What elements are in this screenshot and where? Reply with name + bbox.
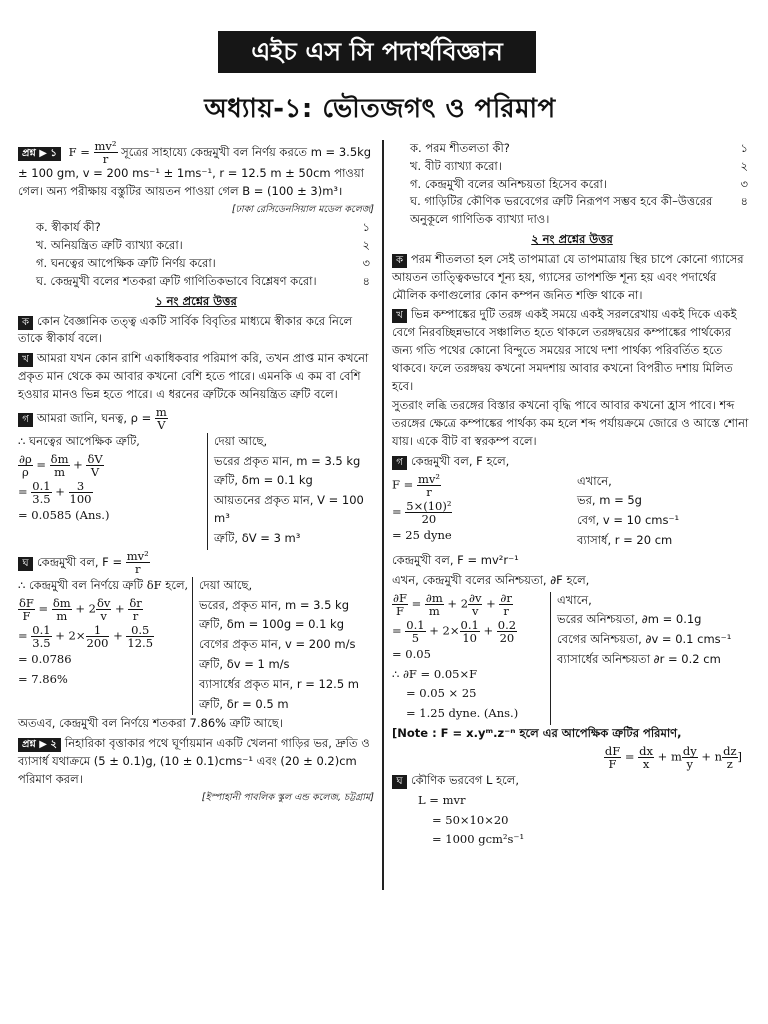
given-volume: আয়তনের প্রকৃত মান, V = 100 m³ [214, 493, 364, 525]
ka-marker: ক [18, 316, 33, 330]
q1-item-gha: ঘ. কেন্দ্রমুখী বলের শতকরা ত্রুটি গাণিতিকভাবে বিশ্লেষণ করো। ৪ [36, 273, 370, 288]
q1-answer-kha: খ আমরা যখন কোন রাশি একাধিকবার পরিমাপ করি, তখন প্রাপ্ত মান কখনো প্রকৃত মান থেকে কম আবার কখনো বেশি হতে পারে। এমনকি এ কম বা বেশি হওয়ার মানও ভিন্ন হতে পারে। এ ধরনের ত্রুটিকে অনিয়ন্ত্রিত ত্রুটি বলে। [18, 351, 369, 401]
q1-answer-gha-intro: ঘ কেন্দ্রমুখী বল, F = $\frac{\text{mv²}}{r}$ [18, 550, 374, 575]
q2-note-formula: $\frac{dF}{F}$ = $\frac{dx}{x}$ + m $\frac{dy}{y}$ + n $\frac{dz}{z}$ ] [604, 743, 742, 771]
q1-ga-result: = 0.0585 (Ans.) [18, 507, 110, 522]
q2-answer-kha: খ ভিন্ন কম্পাঙ্কের দুটি তরঙ্গ একই সময়ে একই সরলরেখায় একই দিকে একই বেগে নিরবচ্ছিন্নভাবে সঞ্চালিত হতে থাকলে তরঙ্গদ্বয়ের কম্পাঙ্কের পার্থক্যের জন্য গতি পথের কোনো বিন্দুতে সময়ের সাথে দশা পার্থক্য পরিবর্তিত হতে থাকবে। ফলে তরঙ্গদ্বয় কখনো সমদশায় আবার কখনো বিপরীত দশায় মিলিত হবে। [392, 307, 737, 393]
left-column [18, 140, 374, 807]
q1-source: [ঢাকা রেসিডেনসিয়াল মডেল কলেজ] [231, 203, 374, 215]
q2-ga-work: F = $\frac{\text{mv²}}{r}$ = $\frac{\text{5×(10)²}}{20}$ = 25 dyne এখানে, ভর, m = 5g বেগ, v = 10 cms⁻¹ ব্যাসার্ধ, r = 20 cm [392, 471, 680, 548]
q1-stem [18, 140, 374, 201]
q1-ga-line2: $\frac{\partial\rho}{\rho}$ = $\frac{\delta m}{m}$ + $\frac{\delta V}{V}$ [19, 451, 103, 479]
q2-answer-kha-cont: সুতরাং লব্ধি তরঙ্গের বিস্তার কখনো বৃদ্ধি পাবে আবার কখনো হ্রাস পাবে। শব্দ তরঙ্গের ক্ষেত্রে কম্পাঙ্কের পার্থক্য কম হলে শব্দ পর্যায়ক্রমে জোরে ও আস্তে শোনা যায়। একে বীট বা স্বরকম্প বলে। [392, 398, 749, 448]
q1-gha-line4: = 0.0786 [18, 651, 72, 666]
q1-formula-fraction: $\frac{\text{mv²}}{r}$ [94, 139, 117, 167]
q1-formula-lhs: F = [68, 145, 90, 160]
given-mass-error: ত্রুটি, δm = 0.1 kg [214, 473, 313, 488]
q1-stem-text: সূত্রের সাহায্যে কেন্দ্রমুখী বল নির্ণয় করতে m = 3.5kg ± 100 gm, v = 200 ms⁻¹ ± 1ms⁻¹, r = 12.5 m ± 50cm পাওয়া গেল। অন্য পরীক্ষায় বস্তুটির আয়তন পাওয়া গেল B = (100 ± 3)m³। [18, 145, 372, 198]
q2-item-ga: গ. কেন্দ্রমুখী বলের অনিশ্চয়তা হিসেব করো। ৩ [410, 176, 748, 191]
given-label: দেয়া আছে, [214, 433, 268, 448]
given-volume-error: ত্রুটি, δV = 3 m³ [214, 530, 301, 545]
q2-gha-work: L = mvr = 50×10×20 = 1000 gcm²s⁻¹ [418, 792, 525, 847]
q2-ga-uncertainty-work: $\frac{\partial F}{F}$ = $\frac{\partial m}{m}$ + 2 $\frac{\partial v}{v}$ + $\frac{\partial r}{r}$ = $\frac{0.1}{5}$ + 2× $\frac{0.1}{10}$ + $\frac{0.2}{20}$ = 0.05 ∴ ∂F = 0.05×F = 0.05 × 25 = 1.25 dyne. (Ans.) এখানে, ভরের অনিশ্চয়তা, ∂m = 0.1g বেগের অনিশ্চয়তা, ∂v = 0.1 cms⁻¹ ব্যাসার্ধের অনিশ্চয়তা ∂r = 0.2 cm [392, 592, 752, 726]
given-mass: ভরের প্রকৃত মান, m = 3.5 kg [214, 453, 361, 468]
q1-gha-result: = 7.86% [18, 671, 68, 686]
right-column [392, 140, 752, 851]
q2-note: [Note : F = x.yᵐ.z⁻ⁿ হলে এর আপেক্ষিক ত্রুটির পরিমাণ, [392, 726, 682, 740]
q2-uncertainty-intro: এখন, কেন্দ্রমুখী বলের অনিশ্চয়তা, ∂F হলে, [392, 572, 590, 587]
q2-item-gha: ঘ. গাড়িটির কৌণিক ভরবেগের ত্রুটি নিরূপণ সম্ভব হবে কী–উত্তরের অনুকূলে গাণিতিক ব্যাখ্যা দাও। ৪ [410, 194, 748, 227]
kha-marker: খ [18, 353, 33, 367]
q2-item-kha: খ. বীট ব্যাখ্যা করো। ২ [410, 158, 748, 173]
q2-tag: প্রশ্ন ▶ ২ [18, 738, 61, 752]
q1-ga-line1: ∴ ঘনত্বের আপেক্ষিক ত্রুটি, [18, 433, 140, 448]
q2-item-ka: ক. পরম শীতলতা কী? ১ [410, 141, 748, 155]
density-fraction: $\frac{m}{V}$ [155, 404, 167, 432]
q2-answer-ga-intro: গ কেন্দ্রমুখী বল, F হলে, [392, 453, 752, 471]
q1-answer-ga-intro: গ আমরা জানি, ঘনত্ব, ρ = $\frac{m}{V}$ [18, 406, 374, 431]
q2-answer-gha-intro: ঘ কৌণিক ভরবেগ L হলে, [392, 772, 752, 790]
q1-item-ga: গ. ঘনত্বের আপেক্ষিক ত্রুটি নির্ণয় করো। ৩ [36, 256, 370, 271]
q2-answer-title: ২ নং প্রশ্নের উত্তর [531, 232, 613, 247]
q2-answer-ka: ক পরম শীতলতা হল সেই তাপমাত্রা যে তাপমাত্রায় স্থির চাপে কোনো গ্যাসের আয়তন তাত্ত্বিকভাবে শূন্য হয়, গ্যাসের তাপশক্তি শূন্য হয় এবং পদার্থের মৌলিক কণাগুলোর কোন কম্পন জনিত শক্তি থাকে না। [392, 251, 744, 302]
q1-ga-line3: = $\frac{0.1}{3.5}$ + $\frac{3}{100}$ [18, 478, 92, 506]
column-divider [382, 140, 384, 890]
q1-conclusion: অতএব, কেন্দ্রমুখী বল নির্ণয়ে শতকরা 7.86% ত্রুটি আছে। [18, 716, 283, 731]
q1-gha-line2: $\frac{\delta F}{F}$ = $\frac{\delta m}{m}$ + 2 $\frac{\delta v}{v}$ + $\frac{\delta r}{r}$ [19, 595, 142, 623]
q1-tag: প্রশ্ন ▶ ১ [18, 147, 61, 161]
q2-stem: প্রশ্ন ▶ ২ নিহারিকা বৃত্তাকার পথে ঘূর্ণায়মান একটি খেলনা গাড়ির ভর, দ্রুতি ও ব্যাসার্ধ যথাক্রমে (5 ± 0.1)g, (10 ± 0.1)cms⁻¹ এবং (20 ± 0.2)cm পরিমাণ করল। [18, 736, 370, 786]
q1-item-kha: খ. অনিয়ন্ত্রিত ত্রুটি ব্যাখ্যা করো। ২ [36, 238, 370, 253]
gha-marker: ঘ [18, 557, 33, 571]
q1-answer-ka: ক কোন বৈজ্ঞানিক তত্ত্ব একটি সার্বিক বিবৃতির মাধ্যমে স্বীকার করে নিলে তাকে স্বীকার্য বলে। [18, 313, 353, 346]
q1-answer-title: ১ নং প্রশ্নের উত্তর [155, 293, 237, 308]
q2-source: [ইস্পাহানী পাবলিক স্কুল এন্ড কলেজ, চট্টগ্রাম] [201, 791, 374, 803]
book-title-banner: এইচ এস সি পদার্থবিজ্ঞান [218, 31, 536, 73]
q1-ga-work [18, 433, 374, 550]
q2-force-formula: কেন্দ্রমুখী বল, F = mv²r⁻¹ [392, 552, 519, 567]
q1-gha-line3: = $\frac{0.1}{3.5}$ + 2× $\frac{1}{200}$ + $\frac{0.5}{12.5}$ [18, 622, 154, 650]
q1-item-ka: ক. স্বীকার্য কী? ১ [36, 220, 370, 235]
chapter-title: অধ্যায়-১: ভৌতজগৎ ও পরিমাপ [204, 94, 556, 124]
ga-marker: গ [18, 413, 33, 427]
q1-gha-work: ∴ কেন্দ্রমুখী বল নির্ণয়ে ত্রুটি δF হলে, $\frac{\delta F}{F}$ = $\frac{\delta m}{m}$ + 2 $\frac{\delta v}{v}$ + $\frac{\delta r}{r}$ = $\frac{0.1}{3.5}$ + 2× $\frac{1}{200}$ + $\frac{0.5}{12.5}$ = 0.0786 = 7.86% দেয়া আছে, ভরের, প্রকৃত মান, m = 3.5 kg ত্রুটি, δm = 100g = 0.1 kg বেগের প্রকৃত মান, v = 200 m/s ত্রুটি, δv = 1 m/s ব্যাসার্ধের প্রকৃত মান, r = 12.5 m ত্রুটি, δr = 0.5 m [18, 577, 374, 716]
q1-gha-line1: ∴ কেন্দ্রমুখী বল নির্ণয়ে ত্রুটি δF হলে, [18, 577, 189, 592]
